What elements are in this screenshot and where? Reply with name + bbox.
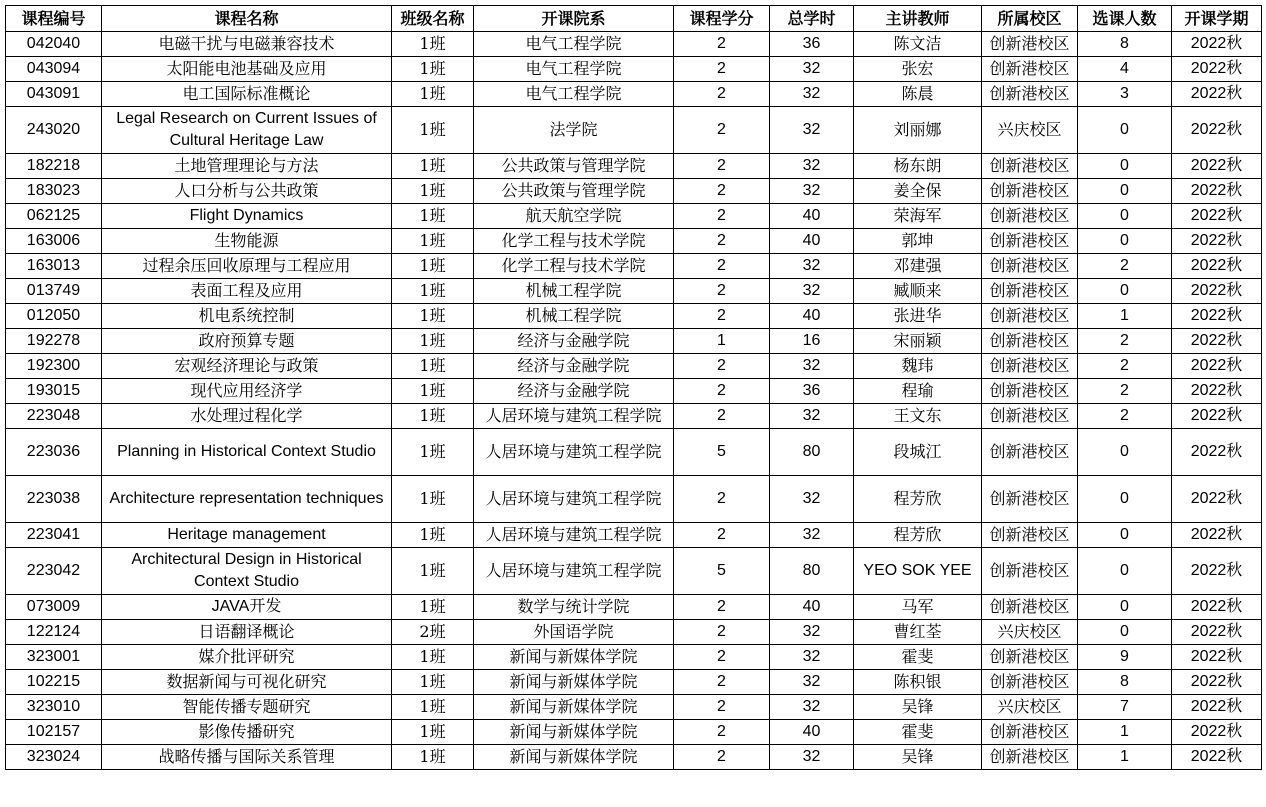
course-id-cell: 073009 [6, 595, 102, 620]
total-hours-cell: 32 [770, 107, 854, 154]
total-hours-cell: 32 [770, 179, 854, 204]
credits-cell: 2 [674, 670, 770, 695]
campus-cell: 创新港校区 [982, 229, 1078, 254]
table-row [6, 745, 1262, 770]
campus-cell: 创新港校区 [982, 745, 1078, 770]
credits-cell: 2 [674, 304, 770, 329]
class-name-cell: 1班 [392, 645, 474, 670]
department-cell: 新闻与新媒体学院 [474, 645, 674, 670]
course-name-cell: 现代应用经济学 [102, 379, 392, 404]
header-enrollment: 选课人数 [1078, 6, 1172, 32]
course-id-cell: 163013 [6, 254, 102, 279]
course-id-cell: 243020 [6, 107, 102, 154]
teacher-cell: 程瑜 [854, 379, 982, 404]
semester-cell: 2022秋 [1172, 695, 1262, 720]
credits-cell: 2 [674, 229, 770, 254]
class-name-cell: 1班 [392, 279, 474, 304]
enrollment-cell: 9 [1078, 645, 1172, 670]
enrollment-cell: 0 [1078, 548, 1172, 595]
campus-cell: 兴庆校区 [982, 620, 1078, 645]
credits-cell: 5 [674, 548, 770, 595]
department-cell: 人居环境与建筑工程学院 [474, 476, 674, 523]
course-name-cell: 过程余压回收原理与工程应用 [102, 254, 392, 279]
credits-cell: 2 [674, 745, 770, 770]
campus-cell: 创新港校区 [982, 329, 1078, 354]
semester-cell: 2022秋 [1172, 254, 1262, 279]
semester-cell: 2022秋 [1172, 329, 1262, 354]
credits-cell: 2 [674, 404, 770, 429]
teacher-cell: 姜全保 [854, 179, 982, 204]
total-hours-cell: 32 [770, 154, 854, 179]
credits-cell: 2 [674, 720, 770, 745]
teacher-cell: 杨东朗 [854, 154, 982, 179]
department-cell: 航天航空学院 [474, 204, 674, 229]
class-name-cell: 1班 [392, 548, 474, 595]
course-id-cell: 323024 [6, 745, 102, 770]
campus-cell: 创新港校区 [982, 179, 1078, 204]
department-cell: 经济与金融学院 [474, 354, 674, 379]
campus-cell: 创新港校区 [982, 254, 1078, 279]
enrollment-cell: 2 [1078, 404, 1172, 429]
enrollment-cell: 2 [1078, 354, 1172, 379]
course-id-cell: 223041 [6, 523, 102, 548]
campus-cell: 创新港校区 [982, 429, 1078, 476]
campus-cell: 创新港校区 [982, 57, 1078, 82]
semester-cell: 2022秋 [1172, 57, 1262, 82]
teacher-cell: 陈文洁 [854, 32, 982, 57]
enrollment-cell: 8 [1078, 670, 1172, 695]
table-row [6, 32, 1262, 57]
header-department: 开课院系 [474, 6, 674, 32]
teacher-cell: 宋丽颖 [854, 329, 982, 354]
table-row [6, 645, 1262, 670]
course-id-cell: 192278 [6, 329, 102, 354]
class-name-cell: 1班 [392, 695, 474, 720]
teacher-cell: 荣海军 [854, 204, 982, 229]
semester-cell: 2022秋 [1172, 204, 1262, 229]
course-id-cell: 223042 [6, 548, 102, 595]
course-id-cell: 323010 [6, 695, 102, 720]
course-name-cell: Flight Dynamics [102, 204, 392, 229]
total-hours-cell: 32 [770, 645, 854, 670]
total-hours-cell: 32 [770, 476, 854, 523]
table-body [6, 32, 1262, 770]
enrollment-cell: 0 [1078, 179, 1172, 204]
header-class-name: 班级名称 [392, 6, 474, 32]
table-row [6, 620, 1262, 645]
class-name-cell: 1班 [392, 745, 474, 770]
campus-cell: 创新港校区 [982, 82, 1078, 107]
enrollment-cell: 0 [1078, 595, 1172, 620]
department-cell: 新闻与新媒体学院 [474, 745, 674, 770]
class-name-cell: 1班 [392, 154, 474, 179]
table-row [6, 154, 1262, 179]
table-row [6, 429, 1262, 476]
total-hours-cell: 32 [770, 254, 854, 279]
enrollment-cell: 1 [1078, 720, 1172, 745]
total-hours-cell: 32 [770, 279, 854, 304]
campus-cell: 兴庆校区 [982, 695, 1078, 720]
class-name-cell: 1班 [392, 82, 474, 107]
teacher-cell: YEO SOK YEE [854, 548, 982, 595]
credits-cell: 2 [674, 204, 770, 229]
campus-cell: 创新港校区 [982, 32, 1078, 57]
class-name-cell: 1班 [392, 429, 474, 476]
credits-cell: 2 [674, 179, 770, 204]
course-name-cell: Architecture representation techniques [102, 476, 392, 523]
total-hours-cell: 36 [770, 379, 854, 404]
campus-cell: 创新港校区 [982, 523, 1078, 548]
credits-cell: 2 [674, 57, 770, 82]
total-hours-cell: 32 [770, 57, 854, 82]
department-cell: 机械工程学院 [474, 304, 674, 329]
semester-cell: 2022秋 [1172, 229, 1262, 254]
table-row [6, 476, 1262, 523]
credits-cell: 2 [674, 620, 770, 645]
course-name-cell: 电磁干扰与电磁兼容技术 [102, 32, 392, 57]
department-cell: 数学与统计学院 [474, 595, 674, 620]
department-cell: 化学工程与技术学院 [474, 229, 674, 254]
total-hours-cell: 32 [770, 745, 854, 770]
class-name-cell: 1班 [392, 57, 474, 82]
class-name-cell: 1班 [392, 523, 474, 548]
teacher-cell: 臧顺来 [854, 279, 982, 304]
total-hours-cell: 40 [770, 204, 854, 229]
class-name-cell: 1班 [392, 354, 474, 379]
enrollment-cell: 0 [1078, 229, 1172, 254]
table-row [6, 229, 1262, 254]
course-id-cell: 323001 [6, 645, 102, 670]
teacher-cell: 张宏 [854, 57, 982, 82]
enrollment-cell: 0 [1078, 204, 1172, 229]
enrollment-cell: 8 [1078, 32, 1172, 57]
class-name-cell: 1班 [392, 404, 474, 429]
table-row [6, 404, 1262, 429]
class-name-cell: 1班 [392, 32, 474, 57]
table-row [6, 204, 1262, 229]
course-name-cell: 日语翻译概论 [102, 620, 392, 645]
total-hours-cell: 32 [770, 670, 854, 695]
course-id-cell: 102157 [6, 720, 102, 745]
department-cell: 电气工程学院 [474, 57, 674, 82]
header-row [6, 6, 1262, 32]
course-id-cell: 182218 [6, 154, 102, 179]
department-cell: 新闻与新媒体学院 [474, 720, 674, 745]
course-id-cell: 062125 [6, 204, 102, 229]
enrollment-cell: 0 [1078, 279, 1172, 304]
enrollment-cell: 2 [1078, 254, 1172, 279]
course-id-cell: 223038 [6, 476, 102, 523]
course-id-cell: 042040 [6, 32, 102, 57]
semester-cell: 2022秋 [1172, 720, 1262, 745]
total-hours-cell: 32 [770, 354, 854, 379]
semester-cell: 2022秋 [1172, 429, 1262, 476]
class-name-cell: 1班 [392, 379, 474, 404]
credits-cell: 2 [674, 107, 770, 154]
course-name-cell: Legal Research on Current Issues of Cultural Heritage Law [102, 107, 392, 154]
department-cell: 机械工程学院 [474, 279, 674, 304]
course-name-cell: 土地管理理论与方法 [102, 154, 392, 179]
campus-cell: 创新港校区 [982, 204, 1078, 229]
course-id-cell: 012050 [6, 304, 102, 329]
semester-cell: 2022秋 [1172, 379, 1262, 404]
total-hours-cell: 40 [770, 304, 854, 329]
total-hours-cell: 40 [770, 720, 854, 745]
course-id-cell: 043094 [6, 57, 102, 82]
semester-cell: 2022秋 [1172, 548, 1262, 595]
campus-cell: 创新港校区 [982, 670, 1078, 695]
course-name-cell: 人口分析与公共政策 [102, 179, 392, 204]
department-cell: 新闻与新媒体学院 [474, 695, 674, 720]
course-name-cell: 生物能源 [102, 229, 392, 254]
credits-cell: 2 [674, 354, 770, 379]
enrollment-cell: 0 [1078, 523, 1172, 548]
credits-cell: 2 [674, 645, 770, 670]
department-cell: 法学院 [474, 107, 674, 154]
department-cell: 电气工程学院 [474, 82, 674, 107]
teacher-cell: 郭坤 [854, 229, 982, 254]
course-id-cell: 122124 [6, 620, 102, 645]
table-row [6, 179, 1262, 204]
class-name-cell: 1班 [392, 720, 474, 745]
class-name-cell: 2班 [392, 620, 474, 645]
credits-cell: 5 [674, 429, 770, 476]
header-course-id: 课程编号 [6, 6, 102, 32]
table-row [6, 304, 1262, 329]
campus-cell: 创新港校区 [982, 354, 1078, 379]
course-id-cell: 013749 [6, 279, 102, 304]
semester-cell: 2022秋 [1172, 595, 1262, 620]
class-name-cell: 1班 [392, 329, 474, 354]
course-table [5, 5, 1262, 770]
teacher-cell: 程芳欣 [854, 476, 982, 523]
department-cell: 公共政策与管理学院 [474, 154, 674, 179]
department-cell: 公共政策与管理学院 [474, 179, 674, 204]
teacher-cell: 曹红荃 [854, 620, 982, 645]
total-hours-cell: 80 [770, 548, 854, 595]
department-cell: 人居环境与建筑工程学院 [474, 548, 674, 595]
semester-cell: 2022秋 [1172, 179, 1262, 204]
enrollment-cell: 0 [1078, 620, 1172, 645]
course-id-cell: 223048 [6, 404, 102, 429]
table-row [6, 329, 1262, 354]
semester-cell: 2022秋 [1172, 82, 1262, 107]
total-hours-cell: 16 [770, 329, 854, 354]
header-credits: 课程学分 [674, 6, 770, 32]
teacher-cell: 陈晨 [854, 82, 982, 107]
course-id-cell: 163006 [6, 229, 102, 254]
enrollment-cell: 0 [1078, 476, 1172, 523]
teacher-cell: 马军 [854, 595, 982, 620]
campus-cell: 兴庆校区 [982, 107, 1078, 154]
table-row [6, 254, 1262, 279]
department-cell: 经济与金融学院 [474, 329, 674, 354]
course-name-cell: 战略传播与国际关系管理 [102, 745, 392, 770]
credits-cell: 2 [674, 279, 770, 304]
enrollment-cell: 0 [1078, 107, 1172, 154]
total-hours-cell: 32 [770, 82, 854, 107]
teacher-cell: 陈积银 [854, 670, 982, 695]
department-cell: 经济与金融学院 [474, 379, 674, 404]
course-id-cell: 193015 [6, 379, 102, 404]
campus-cell: 创新港校区 [982, 404, 1078, 429]
campus-cell: 创新港校区 [982, 379, 1078, 404]
teacher-cell: 邓建强 [854, 254, 982, 279]
course-name-cell: 电工国际标准概论 [102, 82, 392, 107]
credits-cell: 2 [674, 476, 770, 523]
semester-cell: 2022秋 [1172, 745, 1262, 770]
department-cell: 电气工程学院 [474, 32, 674, 57]
table-row [6, 379, 1262, 404]
course-name-cell: JAVA开发 [102, 595, 392, 620]
department-cell: 化学工程与技术学院 [474, 254, 674, 279]
course-name-cell: 政府预算专题 [102, 329, 392, 354]
credits-cell: 2 [674, 379, 770, 404]
teacher-cell: 霍斐 [854, 720, 982, 745]
campus-cell: 创新港校区 [982, 476, 1078, 523]
course-id-cell: 043091 [6, 82, 102, 107]
course-name-cell: 表面工程及应用 [102, 279, 392, 304]
header-campus: 所属校区 [982, 6, 1078, 32]
credits-cell: 2 [674, 695, 770, 720]
semester-cell: 2022秋 [1172, 523, 1262, 548]
semester-cell: 2022秋 [1172, 670, 1262, 695]
course-id-cell: 223036 [6, 429, 102, 476]
enrollment-cell: 0 [1078, 429, 1172, 476]
total-hours-cell: 32 [770, 695, 854, 720]
total-hours-cell: 40 [770, 229, 854, 254]
header-total-hours: 总学时 [770, 6, 854, 32]
department-cell: 人居环境与建筑工程学院 [474, 404, 674, 429]
credits-cell: 2 [674, 595, 770, 620]
table-row [6, 279, 1262, 304]
semester-cell: 2022秋 [1172, 404, 1262, 429]
semester-cell: 2022秋 [1172, 107, 1262, 154]
semester-cell: 2022秋 [1172, 476, 1262, 523]
table-row [6, 107, 1262, 154]
table-row [6, 595, 1262, 620]
campus-cell: 创新港校区 [982, 304, 1078, 329]
semester-cell: 2022秋 [1172, 279, 1262, 304]
total-hours-cell: 32 [770, 523, 854, 548]
semester-cell: 2022秋 [1172, 620, 1262, 645]
total-hours-cell: 32 [770, 620, 854, 645]
table-row [6, 57, 1262, 82]
course-name-cell: Architectural Design in Historical Context Studio [102, 548, 392, 595]
course-name-cell: 媒介批评研究 [102, 645, 392, 670]
teacher-cell: 吴锋 [854, 695, 982, 720]
header-teacher: 主讲教师 [854, 6, 982, 32]
class-name-cell: 1班 [392, 476, 474, 523]
total-hours-cell: 32 [770, 404, 854, 429]
enrollment-cell: 7 [1078, 695, 1172, 720]
class-name-cell: 1班 [392, 304, 474, 329]
semester-cell: 2022秋 [1172, 304, 1262, 329]
course-id-cell: 183023 [6, 179, 102, 204]
semester-cell: 2022秋 [1172, 154, 1262, 179]
course-name-cell: 太阳能电池基础及应用 [102, 57, 392, 82]
campus-cell: 创新港校区 [982, 279, 1078, 304]
table-row [6, 670, 1262, 695]
course-name-cell: Planning in Historical Context Studio [102, 429, 392, 476]
class-name-cell: 1班 [392, 179, 474, 204]
credits-cell: 1 [674, 329, 770, 354]
semester-cell: 2022秋 [1172, 32, 1262, 57]
enrollment-cell: 1 [1078, 745, 1172, 770]
enrollment-cell: 3 [1078, 82, 1172, 107]
teacher-cell: 刘丽娜 [854, 107, 982, 154]
course-name-cell: 智能传播专题研究 [102, 695, 392, 720]
total-hours-cell: 80 [770, 429, 854, 476]
enrollment-cell: 4 [1078, 57, 1172, 82]
campus-cell: 创新港校区 [982, 595, 1078, 620]
header-course-name: 课程名称 [102, 6, 392, 32]
header-semester: 开课学期 [1172, 6, 1262, 32]
credits-cell: 2 [674, 82, 770, 107]
enrollment-cell: 2 [1078, 379, 1172, 404]
course-name-cell: 数据新闻与可视化研究 [102, 670, 392, 695]
enrollment-cell: 2 [1078, 329, 1172, 354]
class-name-cell: 1班 [392, 595, 474, 620]
credits-cell: 2 [674, 154, 770, 179]
class-name-cell: 1班 [392, 204, 474, 229]
teacher-cell: 程芳欣 [854, 523, 982, 548]
course-id-cell: 102215 [6, 670, 102, 695]
table-row [6, 548, 1262, 595]
campus-cell: 创新港校区 [982, 154, 1078, 179]
table-row [6, 354, 1262, 379]
enrollment-cell: 0 [1078, 154, 1172, 179]
credits-cell: 2 [674, 523, 770, 548]
course-name-cell: 影像传播研究 [102, 720, 392, 745]
campus-cell: 创新港校区 [982, 548, 1078, 595]
campus-cell: 创新港校区 [982, 720, 1078, 745]
department-cell: 人居环境与建筑工程学院 [474, 523, 674, 548]
class-name-cell: 1班 [392, 107, 474, 154]
teacher-cell: 段城江 [854, 429, 982, 476]
semester-cell: 2022秋 [1172, 645, 1262, 670]
total-hours-cell: 40 [770, 595, 854, 620]
teacher-cell: 吴锋 [854, 745, 982, 770]
semester-cell: 2022秋 [1172, 354, 1262, 379]
class-name-cell: 1班 [392, 254, 474, 279]
teacher-cell: 魏玮 [854, 354, 982, 379]
teacher-cell: 张进华 [854, 304, 982, 329]
teacher-cell: 霍斐 [854, 645, 982, 670]
class-name-cell: 1班 [392, 229, 474, 254]
department-cell: 新闻与新媒体学院 [474, 670, 674, 695]
credits-cell: 2 [674, 32, 770, 57]
department-cell: 外国语学院 [474, 620, 674, 645]
enrollment-cell: 1 [1078, 304, 1172, 329]
table-row [6, 695, 1262, 720]
campus-cell: 创新港校区 [982, 645, 1078, 670]
credits-cell: 2 [674, 254, 770, 279]
teacher-cell: 王文东 [854, 404, 982, 429]
table-row [6, 82, 1262, 107]
course-name-cell: Heritage management [102, 523, 392, 548]
course-name-cell: 水处理过程化学 [102, 404, 392, 429]
table-row [6, 523, 1262, 548]
course-id-cell: 192300 [6, 354, 102, 379]
class-name-cell: 1班 [392, 670, 474, 695]
course-name-cell: 宏观经济理论与政策 [102, 354, 392, 379]
course-name-cell: 机电系统控制 [102, 304, 392, 329]
table-row [6, 720, 1262, 745]
total-hours-cell: 36 [770, 32, 854, 57]
department-cell: 人居环境与建筑工程学院 [474, 429, 674, 476]
